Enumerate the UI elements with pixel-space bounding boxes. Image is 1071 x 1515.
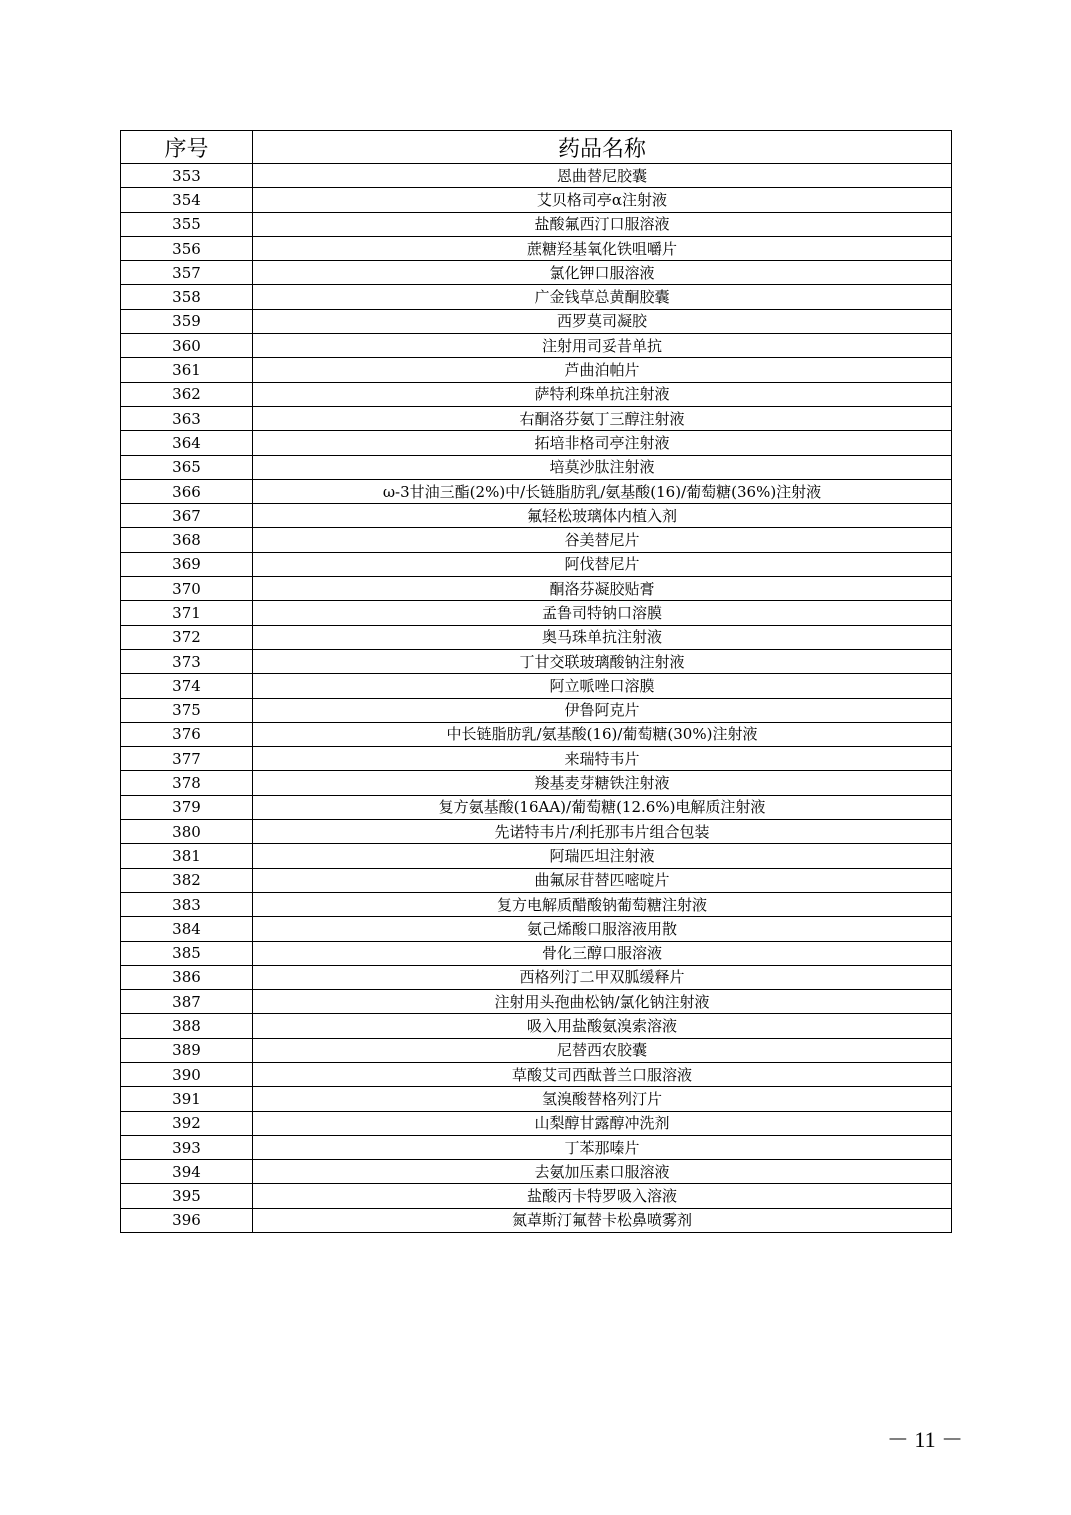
row-number: 389: [121, 1038, 253, 1062]
table-row: [121, 1014, 952, 1038]
row-drug-name: 氟轻松玻璃体内植入剂: [253, 504, 952, 528]
row-drug-name: 拓培非格司亭注射液: [253, 431, 952, 455]
row-number: 381: [121, 844, 253, 868]
row-drug-name: 丁苯那嗪片: [253, 1135, 952, 1159]
row-number: 386: [121, 965, 253, 989]
row-drug-name: 先诺特韦片/利托那韦片组合包装: [253, 820, 952, 844]
row-drug-name: 盐酸氟西汀口服溶液: [253, 212, 952, 236]
row-number: 353: [121, 164, 253, 188]
row-drug-name: 骨化三醇口服溶液: [253, 941, 952, 965]
page-number: － 11 －: [886, 1427, 964, 1452]
row-drug-name: 来瑞特韦片: [253, 747, 952, 771]
row-drug-name: 芦曲泊帕片: [253, 358, 952, 382]
row-drug-name: 注射用司妥昔单抗: [253, 334, 952, 358]
row-drug-name: 西罗莫司凝胶: [253, 309, 952, 333]
row-number: 357: [121, 261, 253, 285]
row-drug-name: 氮䓬斯汀氟替卡松鼻喷雾剂: [253, 1208, 952, 1232]
table-body: [121, 164, 952, 1233]
table-row: [121, 990, 952, 1014]
row-number: 369: [121, 552, 253, 576]
row-drug-name: 氯化钾口服溶液: [253, 261, 952, 285]
row-number: 367: [121, 504, 253, 528]
row-drug-name: ω-3甘油三酯(2%)中/长链脂肪乳/氨基酸(16)/葡萄糖(36%)注射液: [253, 479, 952, 503]
row-drug-name: 草酸艾司西酞普兰口服溶液: [253, 1062, 952, 1086]
row-drug-name: 酮洛芬凝胶贴膏: [253, 577, 952, 601]
table-row: [121, 1111, 952, 1135]
table-row: [121, 309, 952, 333]
drug-list-table: [120, 130, 952, 1233]
table-row: [121, 917, 952, 941]
row-number: 372: [121, 625, 253, 649]
row-number: 368: [121, 528, 253, 552]
row-drug-name: 奥马珠单抗注射液: [253, 625, 952, 649]
row-drug-name: 中长链脂肪乳/氨基酸(16)/葡萄糖(30%)注射液: [253, 722, 952, 746]
row-number: 365: [121, 455, 253, 479]
row-drug-name: 艾贝格司亭α注射液: [253, 188, 952, 212]
row-number: 383: [121, 892, 253, 916]
table-row: [121, 1160, 952, 1184]
header-number: 序号: [121, 131, 253, 164]
table-row: [121, 382, 952, 406]
table-row: [121, 504, 952, 528]
row-number: 370: [121, 577, 253, 601]
row-number: 391: [121, 1087, 253, 1111]
table-row: [121, 747, 952, 771]
table-row: [121, 771, 952, 795]
row-number: 379: [121, 795, 253, 819]
row-number: 387: [121, 990, 253, 1014]
table-row: [121, 965, 952, 989]
table-row: [121, 892, 952, 916]
table-row: [121, 261, 952, 285]
table-row: [121, 625, 952, 649]
row-number: 371: [121, 601, 253, 625]
row-drug-name: 尼替西农胶囊: [253, 1038, 952, 1062]
row-number: 382: [121, 868, 253, 892]
row-drug-name: 广金钱草总黄酮胶囊: [253, 285, 952, 309]
row-number: 392: [121, 1111, 253, 1135]
table-row: [121, 164, 952, 188]
row-number: 356: [121, 236, 253, 260]
row-number: 360: [121, 334, 253, 358]
table-row: [121, 1184, 952, 1208]
table-row: [121, 795, 952, 819]
row-drug-name: 去氨加压素口服溶液: [253, 1160, 952, 1184]
row-number: 390: [121, 1062, 253, 1086]
table-row: [121, 236, 952, 260]
row-number: 373: [121, 649, 253, 673]
table-row: [121, 577, 952, 601]
row-drug-name: 丁甘交联玻璃酸钠注射液: [253, 649, 952, 673]
row-number: 378: [121, 771, 253, 795]
row-drug-name: 注射用头孢曲松钠/氯化钠注射液: [253, 990, 952, 1014]
table-row: [121, 188, 952, 212]
table-row: [121, 1135, 952, 1159]
row-drug-name: 西格列汀二甲双胍缓释片: [253, 965, 952, 989]
row-drug-name: 山梨醇甘露醇冲洗剂: [253, 1111, 952, 1135]
header-drug-name: 药品名称: [253, 131, 952, 164]
table-row: [121, 820, 952, 844]
table-row: [121, 431, 952, 455]
row-drug-name: 盐酸丙卡特罗吸入溶液: [253, 1184, 952, 1208]
table-row: [121, 358, 952, 382]
row-number: 363: [121, 406, 253, 430]
table-row: [121, 941, 952, 965]
table-row: [121, 722, 952, 746]
row-number: 393: [121, 1135, 253, 1159]
row-number: 355: [121, 212, 253, 236]
table-row: [121, 528, 952, 552]
row-number: 396: [121, 1208, 253, 1232]
table-row: [121, 868, 952, 892]
row-drug-name: 氢溴酸替格列汀片: [253, 1087, 952, 1111]
row-number: 374: [121, 674, 253, 698]
row-drug-name: 复方氨基酸(16AA)/葡萄糖(12.6%)电解质注射液: [253, 795, 952, 819]
row-number: 376: [121, 722, 253, 746]
row-drug-name: 萨特利珠单抗注射液: [253, 382, 952, 406]
row-number: 385: [121, 941, 253, 965]
table-row: [121, 1087, 952, 1111]
row-drug-name: 复方电解质醋酸钠葡萄糖注射液: [253, 892, 952, 916]
table-row: [121, 406, 952, 430]
row-number: 364: [121, 431, 253, 455]
row-number: 362: [121, 382, 253, 406]
table-row: [121, 1208, 952, 1232]
table-row: [121, 844, 952, 868]
table-row: [121, 334, 952, 358]
row-drug-name: 阿立哌唑口溶膜: [253, 674, 952, 698]
row-drug-name: 阿伐替尼片: [253, 552, 952, 576]
row-drug-name: 阿瑞匹坦注射液: [253, 844, 952, 868]
row-number: 384: [121, 917, 253, 941]
table-row: [121, 601, 952, 625]
table-row: [121, 455, 952, 479]
row-drug-name: 氨己烯酸口服溶液用散: [253, 917, 952, 941]
table-row: [121, 1062, 952, 1086]
table-row: [121, 285, 952, 309]
table-row: [121, 698, 952, 722]
row-drug-name: 羧基麦芽糖铁注射液: [253, 771, 952, 795]
row-drug-name: 吸入用盐酸氨溴索溶液: [253, 1014, 952, 1038]
row-number: 380: [121, 820, 253, 844]
row-number: 354: [121, 188, 253, 212]
row-drug-name: 右酮洛芬氨丁三醇注射液: [253, 406, 952, 430]
table-row: [121, 479, 952, 503]
row-drug-name: 蔗糖羟基氧化铁咀嚼片: [253, 236, 952, 260]
table-row: [121, 212, 952, 236]
row-number: 375: [121, 698, 253, 722]
row-drug-name: 恩曲替尼胶囊: [253, 164, 952, 188]
table-header-row: [121, 131, 952, 164]
row-drug-name: 培莫沙肽注射液: [253, 455, 952, 479]
row-number: 388: [121, 1014, 253, 1038]
table-row: [121, 674, 952, 698]
row-drug-name: 伊鲁阿克片: [253, 698, 952, 722]
row-number: 366: [121, 479, 253, 503]
row-number: 395: [121, 1184, 253, 1208]
table-row: [121, 649, 952, 673]
row-number: 377: [121, 747, 253, 771]
row-drug-name: 曲氟尿苷替匹嘧啶片: [253, 868, 952, 892]
row-number: 394: [121, 1160, 253, 1184]
row-number: 358: [121, 285, 253, 309]
table-row: [121, 1038, 952, 1062]
table-row: [121, 552, 952, 576]
row-number: 361: [121, 358, 253, 382]
row-drug-name: 谷美替尼片: [253, 528, 952, 552]
row-drug-name: 孟鲁司特钠口溶膜: [253, 601, 952, 625]
row-number: 359: [121, 309, 253, 333]
